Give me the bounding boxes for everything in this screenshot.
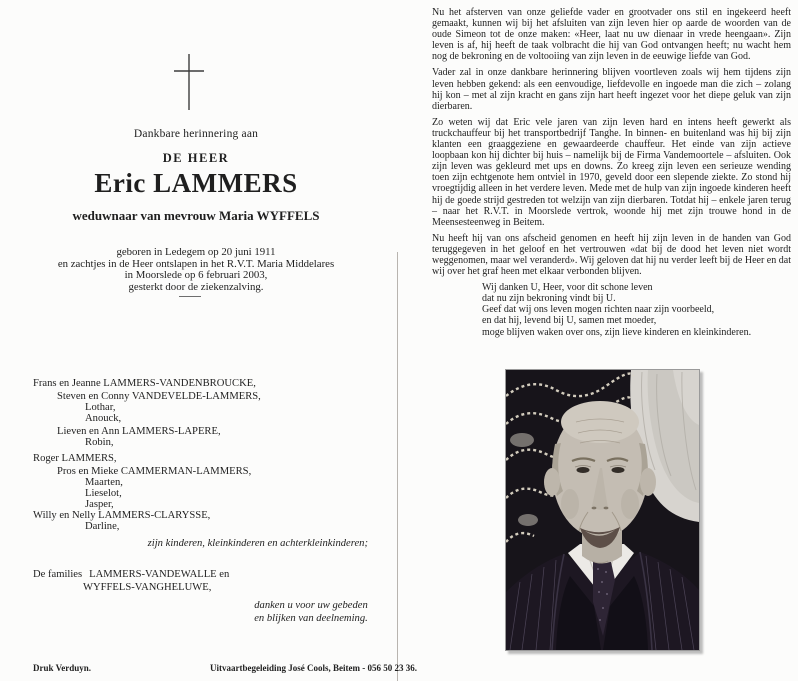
paragraph-1: Nu het afsterven van onze geliefde vader en grootvader ons stil en ingekeerd heeft gemaakt, kunnen wij bij het afsluiten van zijn leven hier op aarde de woorden van de oude Simeon tot de onze maken: «Heer, laat nu uw dienaar in vrede heengaan». Zijn leven is af, hij heeft de taak volbracht die hij van God ontvangen heeft; nu wacht hem nog de bekroning en de voltooiing van zijn leven in de eeuwige liefde van God. — [432, 7, 791, 63]
prayer-line: dat nu zijn bekroning vindt bij U. — [482, 293, 616, 305]
paragraph-4: Nu heeft hij van ons afscheid genomen en heeft hij zijn leven in de handen van God teruggegeven in het geloof en het vertrouwen «dat bij de dood het leven niet wordt weggenomen, maar wel veranderd». Wij geloven dat hij nu verder leeft bij de Heer en dat wij over het graf heen met elkaar verbonden blijven. — [432, 232, 791, 278]
prayer-line: moge blijven waken over ons, zijn lieve kinderen en kleinkinderen. — [482, 326, 752, 338]
family-entry: Darline, — [85, 521, 120, 532]
family-entry: Lieselot, — [85, 488, 122, 499]
families-block — [33, 569, 229, 594]
spouse-line: weduwnaar van mevrouw Maria WYFFELS — [72, 208, 320, 223]
sacrament-line: gesterkt door de ziekenzalving. — [128, 280, 264, 293]
relation-note: zijn kinderen, kleinkinderen en achterkleinkinderen; — [147, 538, 368, 549]
family-entry: Pros en Mieke CAMMERMAN-LAMMERS, — [57, 466, 252, 477]
family-entry: Jasper, — [85, 499, 114, 510]
death-line-2: in Moorslede op 6 februari 2003, — [124, 269, 268, 281]
cross-icon — [161, 52, 218, 114]
death-line-1: en zachtjes in de Heer ontslapen in het R.V.T. Maria Middelares — [57, 257, 335, 270]
paragraph-2: Vader zal in onze dankbare herinnering blijven voortleven zoals wij hem tijdens zijn leven hebben gekend: als een eenvoudige, liefdevolle en ingoede man die zich – zolang hij kon – met al zijn kracht en gans zijn hart heeft ingezet voor het diepe geluk van zijn dierbaren. — [432, 67, 791, 112]
family-entry: Maarten, — [85, 477, 123, 488]
family-entry: Robin, — [85, 437, 114, 448]
family-entry: Willy en Nelly LAMMERS-CLARYSSE, — [33, 510, 211, 521]
families-name-1: LAMMERS-VANDEWALLE en — [89, 569, 230, 580]
family-list — [33, 378, 393, 532]
family-entry: Lothar, — [85, 402, 116, 413]
family-entry: Steven en Conny VANDEVELDE-LAMMERS, — [57, 391, 261, 402]
prayer-line: Wij danken U, Heer, voor dit schone leven — [482, 282, 653, 294]
families-prefix: De families — [33, 569, 83, 580]
memorial-text — [432, 7, 791, 338]
thanks-line-2: en blijken van deelneming. — [254, 612, 368, 624]
family-entry: Frans en Jeanne LAMMERS-VANDENBROUCKE, — [33, 378, 256, 389]
families-line-1 — [33, 569, 229, 582]
family-entry: Roger LAMMERS, — [33, 453, 117, 464]
divider-dash — [179, 296, 201, 297]
family-entry: Anouck, — [85, 413, 122, 424]
prayer-line: Geef dat wij ons leven mogen richten naar zijn voorbeeld, — [482, 304, 715, 316]
fold-line — [397, 252, 398, 681]
families-name-2: WYFFELS-VANGHELUWE, — [83, 581, 212, 593]
honorific: DE HEER — [162, 151, 230, 165]
prayer-line: en dat hij, levend bij U, samen met moeder, — [482, 315, 657, 327]
life-dates-block — [18, 247, 374, 293]
funeral-service-credit: Uitvaartbegeleiding José Cools, Beitem - 056 50 23 36. — [210, 663, 417, 673]
prayer-block — [432, 282, 791, 337]
thanks-line-1: danken u voor uw gebeden — [254, 600, 368, 611]
intro-line: Dankbare herinnering aan — [133, 128, 259, 140]
thanks-note — [243, 600, 379, 625]
front-title-block — [18, 128, 374, 293]
deceased-name: Eric LAMMERS — [94, 168, 298, 198]
birth-line: geboren in Ledegem op 20 juni 1911 — [116, 246, 276, 258]
family-entry: Lieven en Ann LAMMERS-LAPERE, — [57, 426, 221, 437]
portrait-photo — [505, 369, 700, 651]
portrait-photo-art — [506, 370, 699, 650]
printer-credit: Druk Verduyn. — [33, 663, 92, 673]
paragraph-3: Zo weten wij dat Eric vele jaren van zijn leven hard en intens heeft gewerkt als truckchauffeur bij het transportbedrijf Tanghe. In binnen- en buitenland was hij bij zijn klanten een graaggeziene en gewaardeerde chauffeur. Het einde van zijn actieve loopbaan kon hij dichter bij huis – namelijk bij de Firma Vandemoortele – afsluiten. Ook zijn leven was gekleurd met ups en downs. Zo kreeg zijn leven een serieuze wending toen zijn echtgenote hem ontviel in 1970, geveld door een slepende ziekte. Zo stond hij vroegtijdig alleen in het verdere leven. Mede met de hulp van zijn ingoede kinderen heeft hij de goede strijd gestreden tot welzijn van zijn dierbaren. Totdat hij – enkele jaren terug – naar het R.V.T. in Moorslede vertrok, woonde hij met zijn trouwe hond in de Meensesteenweg in Beitem. — [432, 116, 791, 228]
